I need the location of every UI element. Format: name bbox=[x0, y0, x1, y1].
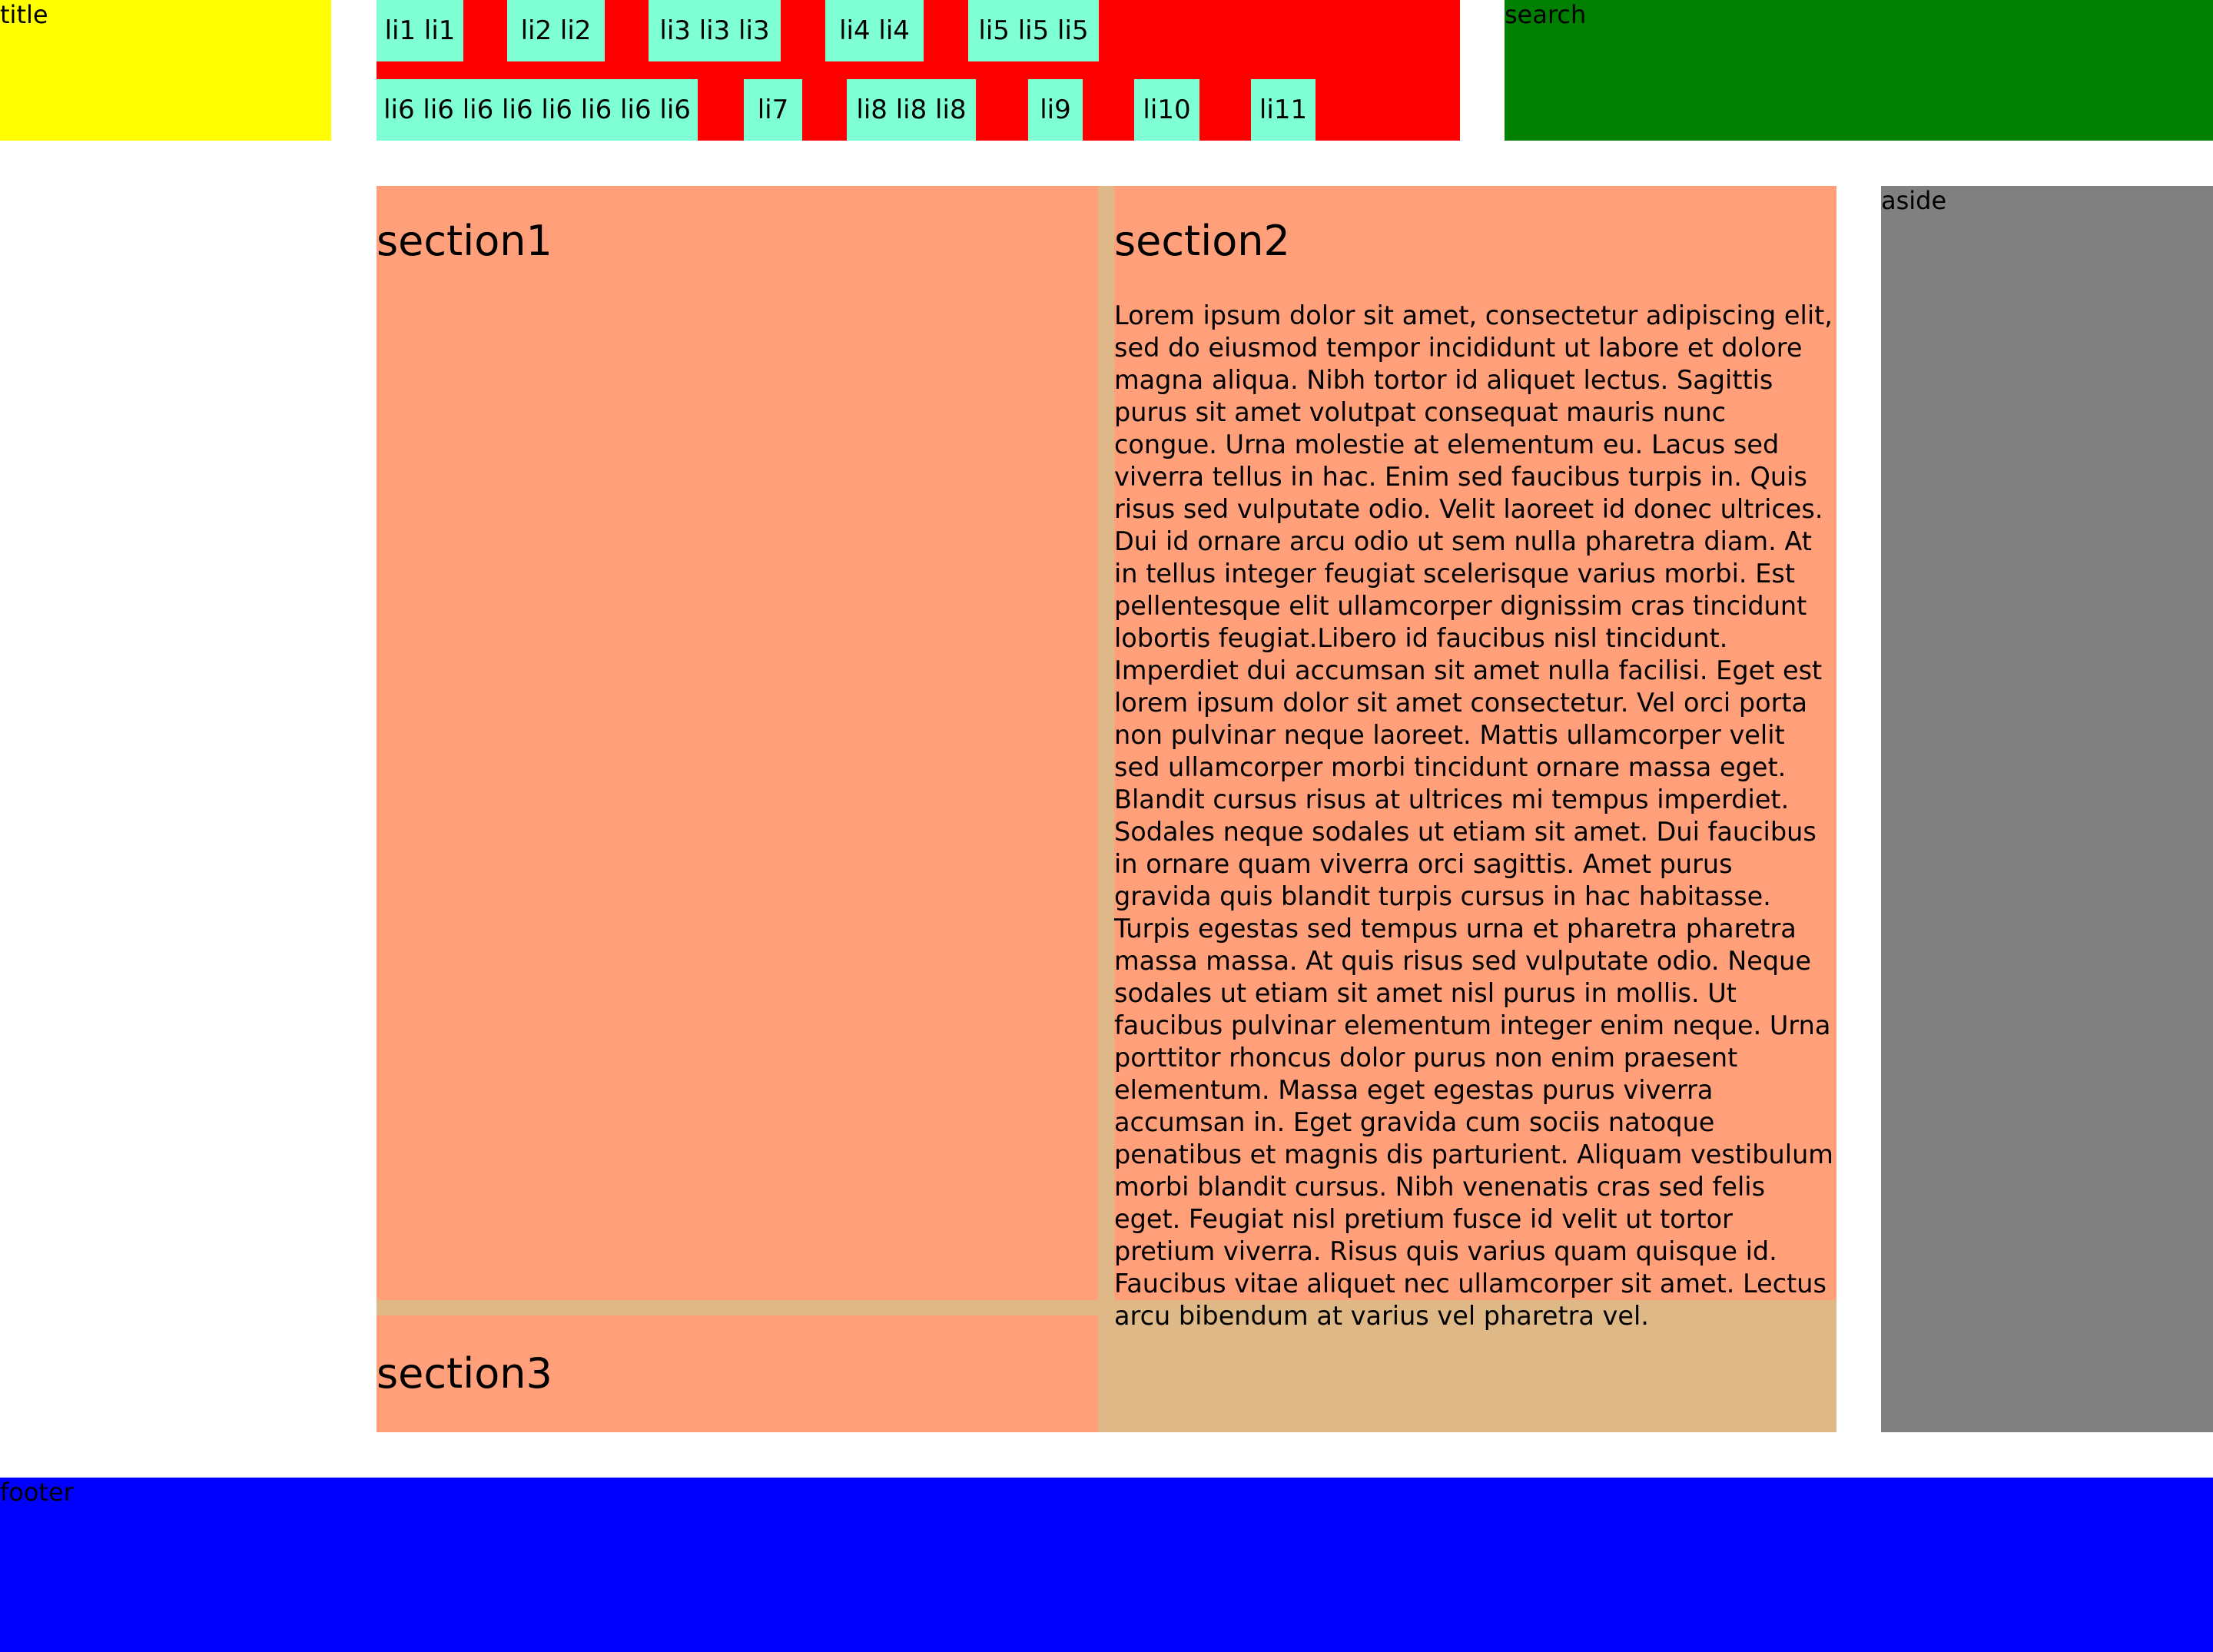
nav-bar bbox=[377, 0, 1460, 141]
nav-item-li6[interactable]: li6 li6 li6 li6 li6 li6 li6 li6 bbox=[377, 79, 698, 141]
search-area[interactable] bbox=[1505, 0, 2213, 141]
nav-item-li11[interactable]: li11 bbox=[1251, 79, 1316, 141]
nav-item-li2[interactable]: li2 li2 bbox=[507, 0, 605, 61]
title-area bbox=[0, 0, 331, 141]
section2-body-text: Lorem ipsum dolor sit amet, consectetur adipiscing elit, sed do eiusmod tempor incididunt ut labore et dolore magna aliqua. Nibh tortor id aliquet lectus. Sagittis purus sit amet volutpat consequat mauris nunc congue. Urna molestie at elementum eu. Lacus sed viverra tellus in hac. Enim sed faucibus turpis in. Quis risus sed vulputate odio. Velit laoreet id donec ultrices. Dui id ornare arcu odio ut sem nulla pharetra diam. At in tellus integer feugiat scelerisque varius morbi. Est pellentesque elit ullamcorper dignissim cras tincidunt lobortis feugiat.Libero id faucibus nisl tincidunt. Imperdiet dui accumsan sit amet nulla facilisi. Eget est lorem ipsum dolor sit amet consectetur. Vel orci porta non pulvinar neque laoreet. Mattis ullamcorper velit sed ullamcorper morbi tincidunt ornare massa eget. Blandit cursus risus at ultrices mi tempus imperdiet. Sodales neque sodales ut etiam sit amet. Dui faucibus in ornare quam viverra orci sagittis. Amet purus gravida quis blandit turpis cursus in hac habitasse. Turpis egestas sed tempus urna et pharetra pharetra massa massa. At quis risus sed vulputate odio. Neque sodales ut etiam sit amet nisl purus in mollis. Ut faucibus pulvinar elementum integer enim neque. Urna porttitor rhoncus dolor purus non enim praesent elementum. Massa eget egestas purus viverra accumsan in. Eget gravida cum sociis natoque penatibus et magnis dis parturient. Aliquam vestibulum morbi blandit cursus. Nibh venenatis cras sed felis eget. Feugiat nisl pretium fusce id velit ut tortor pretium viverra. Risus quis varius quam quisque id. Faucibus vitae aliquet nec ullamcorper sit amet. Lectus arcu bibendum at varius vel pharetra vel. bbox=[1114, 300, 1833, 1331]
footer bbox=[0, 1478, 2213, 1652]
nav-item-li8[interactable]: li8 li8 li8 bbox=[847, 79, 976, 141]
section2-title: section2 bbox=[1114, 217, 1290, 265]
section3 bbox=[377, 1315, 1098, 1432]
nav-item-li7[interactable]: li7 bbox=[744, 79, 802, 141]
main-content bbox=[377, 186, 1836, 1432]
section1-title: section1 bbox=[377, 217, 552, 265]
nav-item-li5[interactable]: li5 li5 li5 bbox=[968, 0, 1099, 61]
nav-item-li10[interactable]: li10 bbox=[1134, 79, 1199, 141]
nav-item-li4[interactable]: li4 li4 bbox=[825, 0, 924, 61]
search-label: search bbox=[1505, 0, 1587, 29]
footer-label: footer bbox=[0, 1478, 74, 1507]
nav-item-li1[interactable]: li1 li1 bbox=[377, 0, 463, 61]
title-label: title bbox=[0, 0, 48, 29]
aside-panel bbox=[1881, 186, 2213, 1432]
section3-title: section3 bbox=[377, 1349, 552, 1398]
section2 bbox=[1114, 186, 1836, 1331]
nav-item-li9[interactable]: li9 bbox=[1028, 79, 1083, 141]
nav-item-li3[interactable]: li3 li3 li3 bbox=[649, 0, 781, 61]
aside-label: aside bbox=[1881, 186, 1947, 215]
section1 bbox=[377, 186, 1098, 1300]
